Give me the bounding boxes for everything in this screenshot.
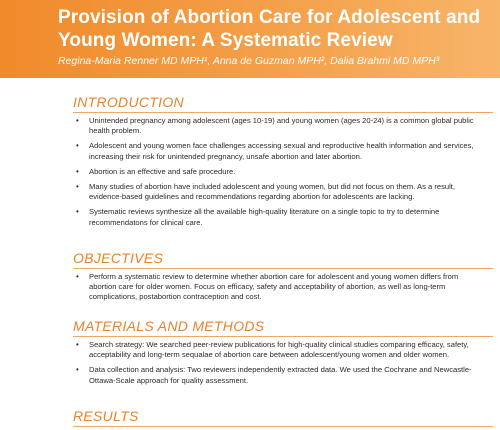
introduction-divider	[73, 112, 493, 113]
list-item: • Systematic reviews synthesize all the available high-quality literature on a single topic to try to determine recommendatons for clinical care.	[73, 207, 483, 227]
poster-title: Provision of Abortion Care for Adolescent and Young Women: A Systematic Review	[58, 7, 481, 51]
methods-divider	[73, 336, 493, 337]
methods-heading: MATERIALS AND METHODS	[73, 318, 265, 334]
list-item: • Search strategy: We searched peer-review publications for high-quality clinical studies comparing efficacy, safety, acceptability and long-term sequalae of abortion care between adolescent/young women and older women.	[73, 340, 483, 360]
title-banner	[0, 0, 500, 78]
list-item: • Abortion is an effective and safe procedure.	[73, 167, 483, 177]
list-item: • Many studies of abortion have included adolescent and young women, but did not focus on them. As a result, evidence-based guidelines and recommendations regarding abortion for adolescents are lacking.	[73, 182, 483, 202]
list-item: • Adolescent and young women face challenges accessing sexual and reproductive health information and services, increasing their risk for unintended pregnancy, unsafe abortion and later abortion.	[73, 141, 483, 161]
list-item: • Unintended pregnancy among adolescent (ages 10-19) and young women (ages 20-24) is a common global public health problem.	[73, 116, 483, 136]
objectives-divider	[73, 268, 493, 269]
results-heading: RESULTS	[73, 408, 139, 424]
list-item: • Perform a systematic review to determine whether abortion care for adolescent and young women differs from abortion care for older women. Focus on efficacy, safety and acceptability of abortion, as well as long-term complications, postabortion contraception and cost.	[73, 272, 483, 303]
list-item: • Data collection and analysis: Two reviewers independently extracted data. We used the Cochrane and Newcastle-Ottawa-Scale approach for quality assessment.	[73, 365, 483, 385]
methods-list	[73, 340, 483, 391]
author-line: Regina-Maria Renner MD MPH¹, Anna de Guzman MPH², Dalia Brahmi MD MPH³	[58, 55, 440, 67]
results-divider	[73, 426, 493, 427]
objectives-heading: OBJECTIVES	[73, 250, 164, 266]
objectives-list	[73, 272, 483, 308]
introduction-heading: INTRODUCTION	[73, 94, 184, 110]
introduction-list	[73, 116, 483, 233]
